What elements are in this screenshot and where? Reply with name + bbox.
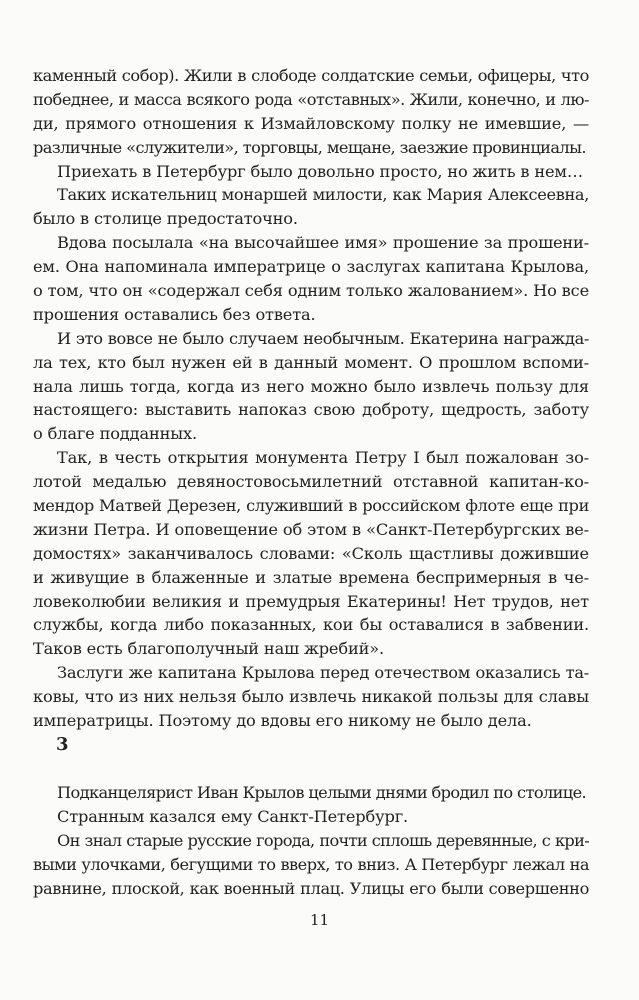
text-line: домостях» заканчивалось словами: «Сколь щастливы дожившие bbox=[33, 543, 589, 563]
text-line: лотой медалью девяностовосьмилетний отставной капитан-ко- bbox=[33, 472, 589, 492]
page-number: 11 bbox=[309, 911, 330, 929]
text-line: о том, что он «содержал себя одним только жалованием». Но все bbox=[33, 281, 589, 301]
text-line: ди, прямого отношения к Измайловскому полку не имевшие, — bbox=[33, 113, 589, 133]
text-line: о благе подданных. bbox=[33, 424, 197, 444]
text-line: Подканцелярист Иван Крылов целыми днями бродил по столице. bbox=[57, 783, 587, 802]
text-line: жизни Петра. И оповещение об этом в «Санкт-Петербургских ве- bbox=[33, 519, 589, 539]
text-line: Странным казался ему Санкт-Петербург. bbox=[57, 806, 409, 826]
text-block-section-3 bbox=[33, 781, 589, 900]
text-line: победнее, и масса всякого рода «отставных». Жили, конечно, и лю- bbox=[33, 89, 589, 109]
text-line: настоящего: выставить напоказ свою доброту, щедрость, заботу bbox=[33, 400, 589, 420]
text-line: Вдова посылала «на высочайшее имя» прошение за прошени- bbox=[57, 233, 589, 253]
text-line: и живущие в блаженные и златые времена беспримерныя в че- bbox=[33, 567, 589, 587]
text-line: было в столице предостаточно. bbox=[33, 209, 298, 229]
text-line: Таков есть благополучный наш жребий». bbox=[33, 639, 384, 659]
text-line: Таких искательниц монаршей милости, как Мария Алексеевна, bbox=[57, 185, 589, 205]
text-line: ем. Она напоминала императрице о заслугах капитана Крылова, bbox=[33, 257, 589, 277]
text-line: различные «служители», торговцы, мещане, заезжие провинциалы. bbox=[33, 137, 586, 157]
text-line: Так, в честь открытия монумента Петру I был пожалован зо- bbox=[57, 448, 589, 468]
text-line: ла тех, кто был нужен ей в данный момент. О прошлом вспоми- bbox=[33, 352, 589, 372]
text-line: Заслуги же капитана Крылова перед отечеством оказались та- bbox=[57, 663, 589, 683]
text-line: императрицы. Поэтому до вдовы его никому не было дела. bbox=[33, 711, 532, 731]
text-line: И это вовсе не было случаем необычным. Екатерина награжда- bbox=[57, 328, 589, 348]
text-line: прошения оставались без ответа. bbox=[33, 304, 316, 324]
text-line: Он знал старые русские города, почти сплошь деревянные, с кри- bbox=[57, 830, 589, 850]
section-number: 3 bbox=[56, 734, 69, 755]
text-line: каменный собор). Жили в слободе солдатские семьи, офицеры, что bbox=[33, 66, 589, 85]
text-line: выми улочками, бегущими то вверх, то вниз. А Петербург лежал на bbox=[33, 854, 589, 874]
text-line: мендор Матвей Дерезен, служивший в российском флоте еще при bbox=[33, 496, 589, 516]
text-line: Приехать в Петербург было довольно просто, но жить в нем… bbox=[57, 161, 583, 181]
text-line: равнине, плоской, как военный плац. Улицы его были совершенно bbox=[33, 878, 589, 898]
text-line: ловеколюбии великия и премудрыя Екатерины! Нет трудов, нет bbox=[33, 591, 589, 611]
text-block-main bbox=[33, 64, 589, 733]
text-line: ковы, что из них нельзя было извлечь никакой пользы для славы bbox=[33, 687, 589, 707]
text-line: нала лишь тогда, когда из него можно было извлечь пользу для bbox=[33, 376, 589, 396]
text-line: службы, когда либо показанных, кои бы оставалися в забвении. bbox=[33, 615, 589, 635]
